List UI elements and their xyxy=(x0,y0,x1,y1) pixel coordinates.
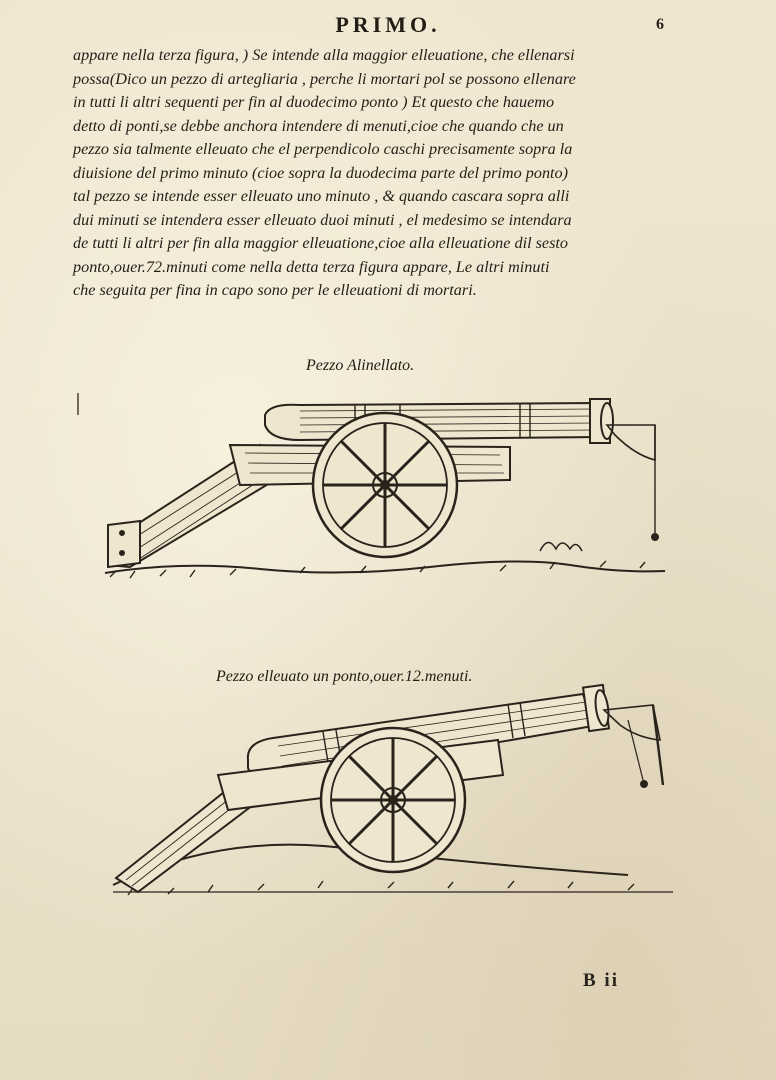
figure-caption-elevated: Pezzo elleuato un ponto,ouer.12.menuti. xyxy=(216,668,473,685)
text-line: diuisione del primo minuto (cioe sopra la duodecima parte del primo ponto) xyxy=(73,163,569,182)
cannon-elevated-woodcut xyxy=(108,680,678,905)
text-line: in tutti li altri sequenti per fin al duodecimo ponto ) Et questo che hauemo xyxy=(73,93,555,111)
text-line: possa(Dico un pezzo di artegliaria , perche li mortari pol se possono ellenare xyxy=(73,69,576,88)
margin-mark xyxy=(77,393,79,415)
text-line: de tutti li altri per fin alla maggior elleuatione,cioe alla elleuatione dil sesto xyxy=(73,234,569,252)
text-line: dui minuti se intendera esser elleuato duoi minuti , el medesimo se intendara xyxy=(73,210,572,229)
text-line: detto di ponti,se debbe anchora intendere di menuti,cioe che quando che un xyxy=(73,116,564,135)
text-line: appare nella terza figura, ) Se intende alla maggior elleuatione, che ellenarsi xyxy=(73,46,575,64)
cannon-level-woodcut xyxy=(100,385,670,585)
running-head: PRIMO. xyxy=(335,12,441,37)
signature-mark: B ii xyxy=(583,970,619,991)
text-line: ponto,ouer.72.minuti come nella detta terza figura appare, Le altri minuti xyxy=(73,257,550,276)
body-paragraph xyxy=(73,44,713,303)
figure-caption-level: Pezzo Alinellato. xyxy=(306,357,415,374)
folio-number: 6 xyxy=(656,16,664,33)
text-line: tal pezzo se intende esser elleuato uno minuto , & quando cascara sopra alli xyxy=(73,187,570,205)
text-line: che seguita per fina in capo sono per le elleuationi di mortari. xyxy=(73,281,477,299)
text-line: pezzo sia talmente elleuato che el perpendicolo caschi precisamente sopra la xyxy=(73,140,573,158)
